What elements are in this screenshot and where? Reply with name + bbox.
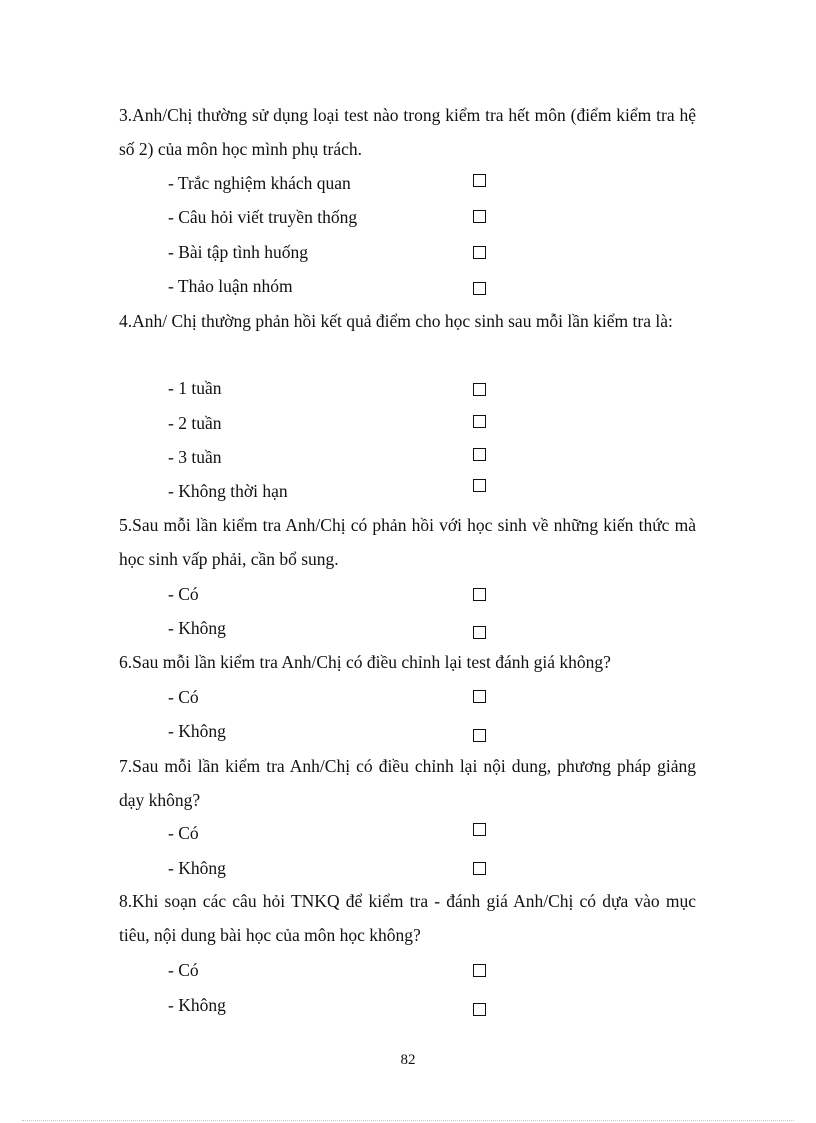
option-label: - Có bbox=[168, 687, 199, 707]
option-label: - Không bbox=[168, 858, 226, 878]
option-label: - 1 tuần bbox=[168, 378, 222, 398]
page-number: 82 bbox=[400, 1052, 416, 1068]
checkbox[interactable] bbox=[473, 210, 486, 223]
option-label: - Có bbox=[168, 823, 199, 843]
checkbox[interactable] bbox=[473, 479, 486, 492]
checkbox[interactable] bbox=[473, 729, 486, 742]
option-label: - Có bbox=[168, 960, 199, 980]
option-label: - Không bbox=[168, 995, 226, 1015]
question-8: 8.Khi soạn các câu hỏi TNKQ để kiểm tra - đánh giá Anh/Chị có dựa vào mục tiêu, nội dung bài học của môn học không? bbox=[119, 891, 696, 945]
checkbox[interactable] bbox=[473, 246, 486, 259]
checkbox[interactable] bbox=[473, 626, 486, 639]
question-7: 7.Sau mỗi lần kiểm tra Anh/Chị có điều chỉnh lại nội dung, phương pháp giảng dạy không? bbox=[119, 756, 696, 810]
option-label: - Không thời hạn bbox=[168, 481, 288, 501]
page-bottom-divider bbox=[22, 1120, 794, 1121]
question-5: 5.Sau mỗi lần kiểm tra Anh/Chị có phản hồi với học sinh về những kiến thức mà học sinh vấp phải, cần bổ sung. bbox=[119, 515, 696, 569]
question-4: 4.Anh/ Chị thường phản hồi kết quả điểm cho học sinh sau mỗi lần kiểm tra là: bbox=[119, 311, 673, 331]
option-label: - Bài tập tình huống bbox=[168, 242, 308, 262]
checkbox[interactable] bbox=[473, 1003, 486, 1016]
option-label: - Câu hỏi viết truyền thống bbox=[168, 207, 358, 227]
checkbox[interactable] bbox=[473, 282, 486, 295]
checkbox[interactable] bbox=[473, 174, 486, 187]
option-label: - Trắc nghiệm khách quan bbox=[168, 173, 351, 193]
option-label: - 3 tuần bbox=[168, 447, 222, 467]
option-label: - Thảo luận nhóm bbox=[168, 276, 293, 296]
option-label: - Có bbox=[168, 584, 199, 604]
checkbox[interactable] bbox=[473, 588, 486, 601]
checkbox[interactable] bbox=[473, 862, 486, 875]
option-label: - 2 tuần bbox=[168, 413, 222, 433]
checkbox[interactable] bbox=[473, 823, 486, 836]
checkbox[interactable] bbox=[473, 964, 486, 977]
question-3: 3.Anh/Chị thường sử dụng loại test nào trong kiểm tra hết môn (điểm kiểm tra hệ số 2) của môn học mình phụ trách. bbox=[119, 105, 696, 159]
checkbox[interactable] bbox=[473, 383, 486, 396]
checkbox[interactable] bbox=[473, 415, 486, 428]
option-label: - Không bbox=[168, 618, 226, 638]
checkbox[interactable] bbox=[473, 690, 486, 703]
option-label: - Không bbox=[168, 721, 226, 741]
checkbox[interactable] bbox=[473, 448, 486, 461]
question-6: 6.Sau mỗi lần kiểm tra Anh/Chị có điều chỉnh lại test đánh giá không? bbox=[119, 652, 611, 672]
